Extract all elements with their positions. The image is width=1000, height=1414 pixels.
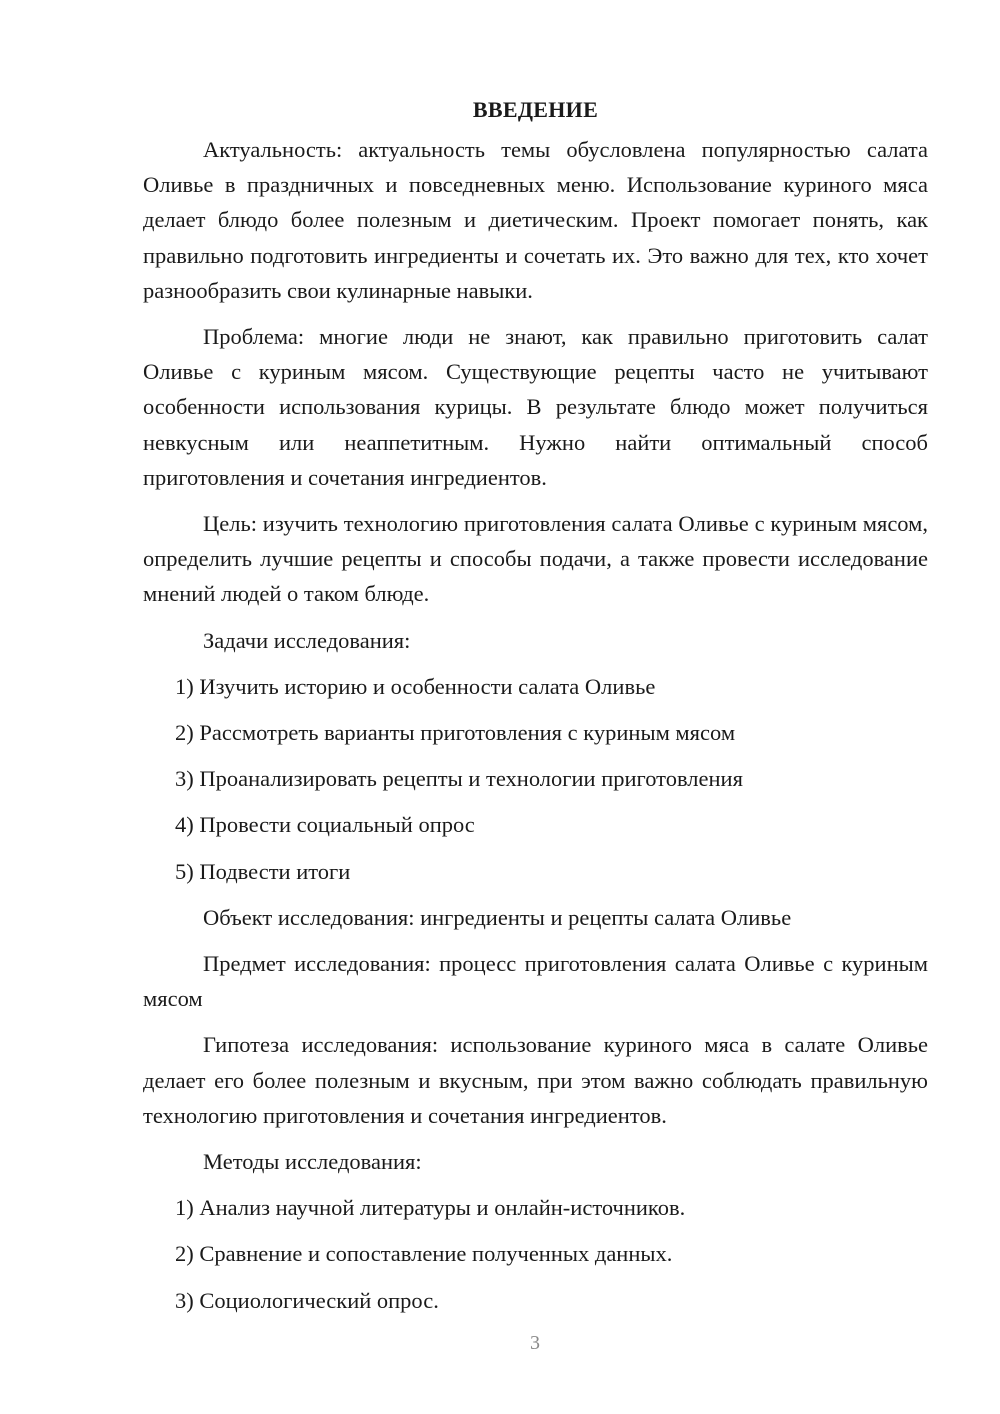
problem-paragraph: Проблема: многие люди не знают, как правильно приготовить салат Оливье с куриным мясом. Существующие рецепты часто не учитывают особенности использования курицы. В результате блюдо может получиться невкусным или неаппетитным. Нужно найти оптимальный способ приготовления и сочетания ингредиентов.	[143, 324, 928, 490]
object-paragraph: Объект исследования: ингредиенты и рецепты салата Оливье	[203, 904, 792, 930]
document-page	[143, 92, 928, 1318]
methods-list	[143, 1190, 928, 1318]
tasks-heading: Задачи исследования:	[203, 627, 411, 653]
page-number: 3	[530, 1332, 540, 1354]
list-item: 3) Проанализировать рецепты и технологии приготовления	[175, 766, 743, 792]
relevance-paragraph: Актуальность: актуальность темы обусловлена популярностью салата Оливье в праздничных и повседневных меню. Использование куриного мяса делает блюдо более полезным и диетическим. Проект помогает понять, как правильно подготовить ингредиенты и сочетать их. Это важно для тех, кто хочет разнообразить свои кулинарные навыки.	[143, 137, 928, 303]
goal-paragraph: Цель: изучить технологию приготовления салата Оливье с куриным мясом, определить лучшие рецепты и способы подачи, а также провести исследование мнений людей о таком блюде.	[143, 511, 928, 607]
subject-paragraph: Предмет исследования: процесс приготовления салата Оливье с куриным мясом	[143, 951, 928, 1012]
hypothesis-paragraph: Гипотеза исследования: использование куриного мяса в салате Оливье делает его более полезным и вкусным, при этом важно соблюдать правильную технологию приготовления и сочетания ингредиентов.	[143, 1032, 928, 1128]
list-item: 1) Изучить историю и особенности салата Оливье	[175, 673, 656, 699]
section-heading: ВВЕДЕНИЕ	[472, 97, 599, 122]
list-item: 2) Сравнение и сопоставление полученных данных.	[175, 1241, 673, 1267]
list-item: 5) Подвести итоги	[175, 858, 351, 884]
list-item: 4) Провести социальный опрос	[175, 812, 475, 838]
list-item: 2) Рассмотреть варианты приготовления с куриным мясом	[175, 720, 736, 746]
list-item: 3) Социологический опрос.	[175, 1287, 439, 1313]
tasks-list	[143, 669, 928, 889]
methods-heading: Методы исследования:	[203, 1149, 422, 1175]
list-item: 1) Анализ научной литературы и онлайн-источников.	[175, 1195, 686, 1221]
